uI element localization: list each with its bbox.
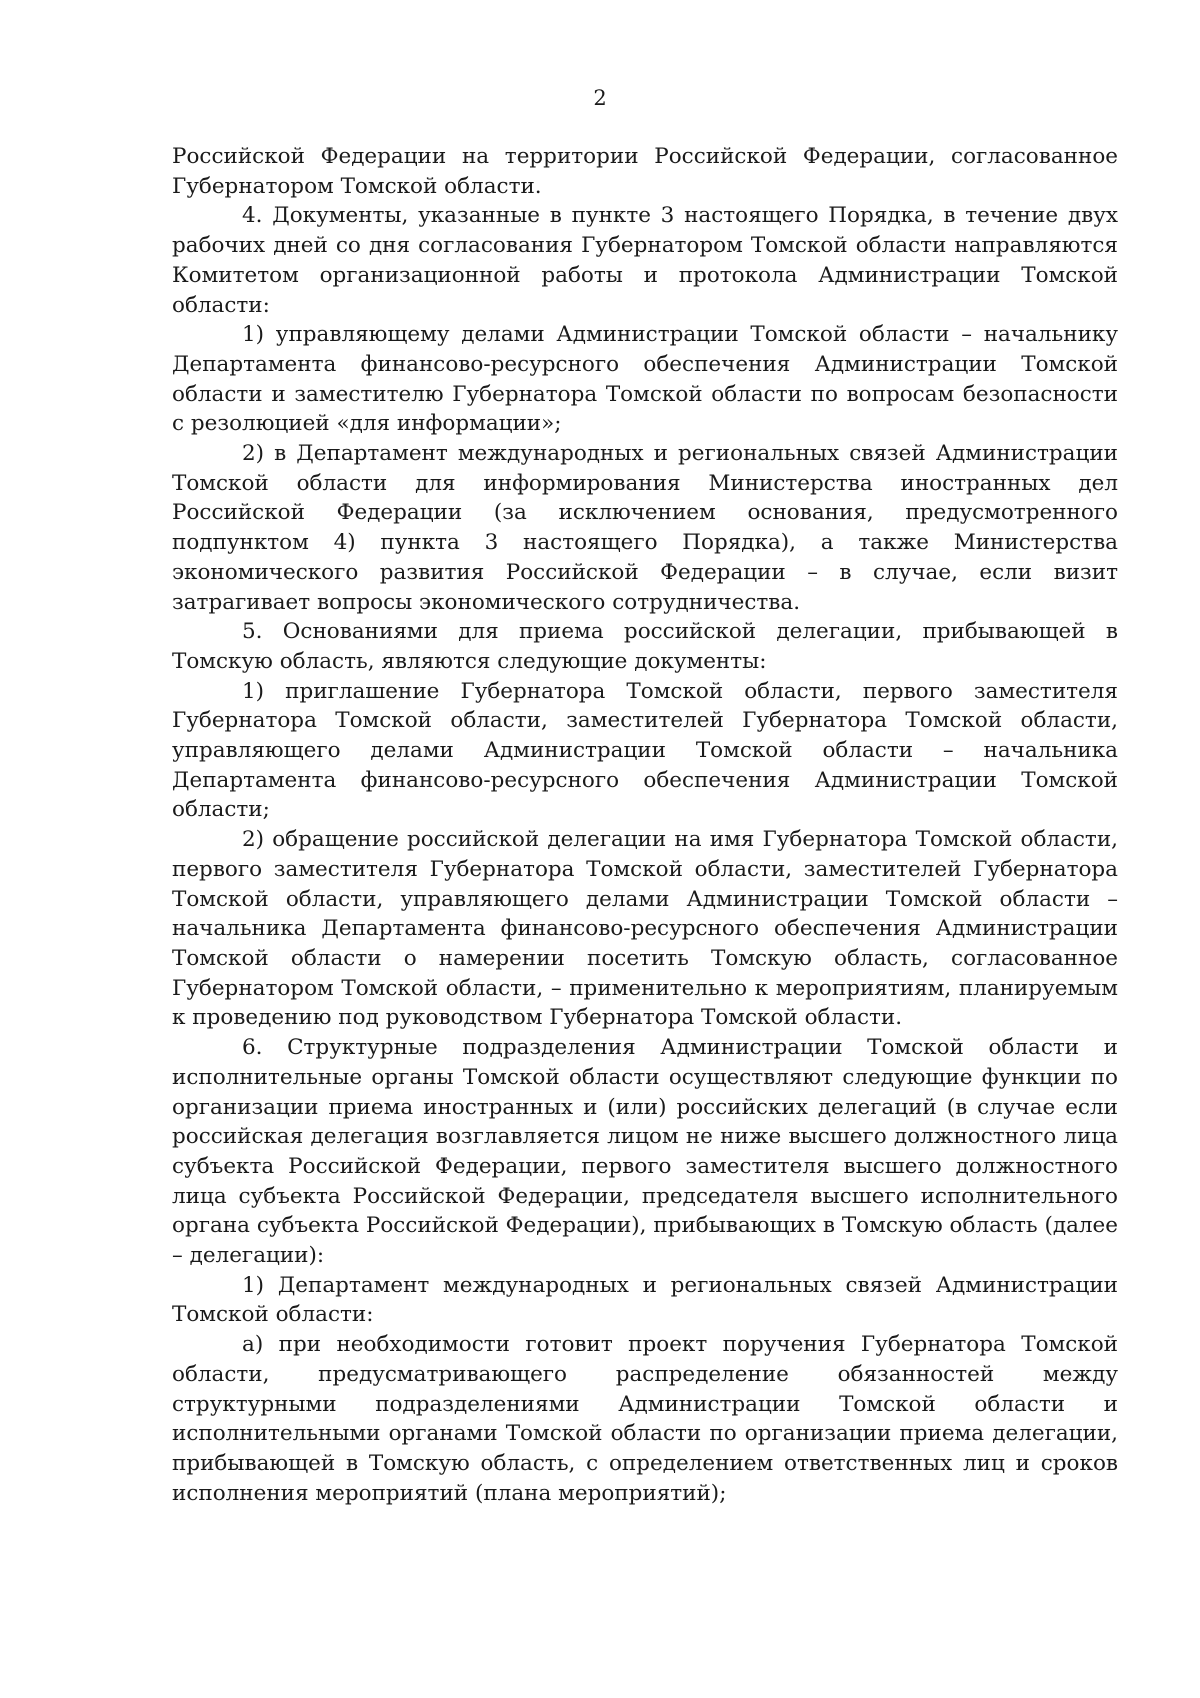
paragraph-item-4-1: 1) управляющему делами Администрации Томской области – начальнику Департамента финансово-ресурсного обеспечения Администрации Томской области и заместителю Губернатора Томской области по вопросам безопасности с резолюцией «для информации»;	[172, 322, 1118, 437]
paragraph-item-4-2: 2) в Департамент международных и региональных связей Администрации Томской области для информирования Министерства иностранных дел Российской Федерации (за исключением основания, предусмотренного подпунктом 4) пункта 3 настоящего Порядка), а также Министерства экономического развития Российской Федерации – в случае, если визит затрагивает вопросы экономического сотрудничества.	[172, 441, 1118, 615]
paragraph-item-6-1: 1) Департамент международных и региональных связей Администрации Томской области:	[172, 1272, 1118, 1328]
page-number: 2	[593, 86, 607, 110]
paragraph-item-5: 5. Основаниями для приема российской делегации, прибывающей в Томскую область, являются следующие документы:	[172, 619, 1118, 674]
paragraph-item-6-1-a: а) при необходимости готовит проект поручения Губернатора Томской области, предусматривающего распределение обязанностей между структурными подразделениями Администрации Томской области и исполнительными органами Томской области по организации приема делегации, прибывающей в Томскую область, с определением ответственных лиц и сроков исполнения мероприятий (плана мероприятий);	[172, 1332, 1118, 1506]
document-body	[172, 142, 1118, 1508]
paragraph-item-4: 4. Документы, указанные в пункте 3 настоящего Порядка, в течение двух рабочих дней со дня согласования Губернатором Томской области направляются Комитетом организационной работы и протокола Администрации Томской области:	[172, 203, 1118, 318]
paragraph-continuation: Российской Федерации на территории Российской Федерации, согласованное Губернатором Томской области.	[172, 144, 1118, 199]
paragraph-item-5-2: 2) обращение российской делегации на имя Губернатора Томской области, первого заместителя Губернатора Томской области, заместителей Губернатора Томской области, управляющего делами Администрации Томской области – начальника Департамента финансово-ресурсного обеспечения Администрации Томской области о намерении посетить Томскую область, согласованное Губернатором Томской области, – применительно к мероприятиям, планируемым к проведению под руководством Губернатора Томской области.	[172, 827, 1118, 1031]
paragraph-item-5-1: 1) приглашение Губернатора Томской области, первого заместителя Губернатора Томской области, заместителей Губернатора Томской области, управляющего делами Администрации Томской области – начальника Департамента финансово-ресурсного обеспечения Администрации Томской области;	[172, 678, 1118, 823]
paragraph-item-6: 6. Структурные подразделения Администрации Томской области и исполнительные органы Томской области осуществляют следующие функции по организации приема иностранных и (или) российских делегаций (в случае если российская делегация возглавляется лицом не ниже высшего должностного лица субъекта Российской Федерации, первого заместителя высшего должностного лица субъекта Российской Федерации, председателя высшего исполнительного органа субъекта Российской Федерации), прибывающих в Томскую область (далее – делегации):	[172, 1035, 1118, 1269]
